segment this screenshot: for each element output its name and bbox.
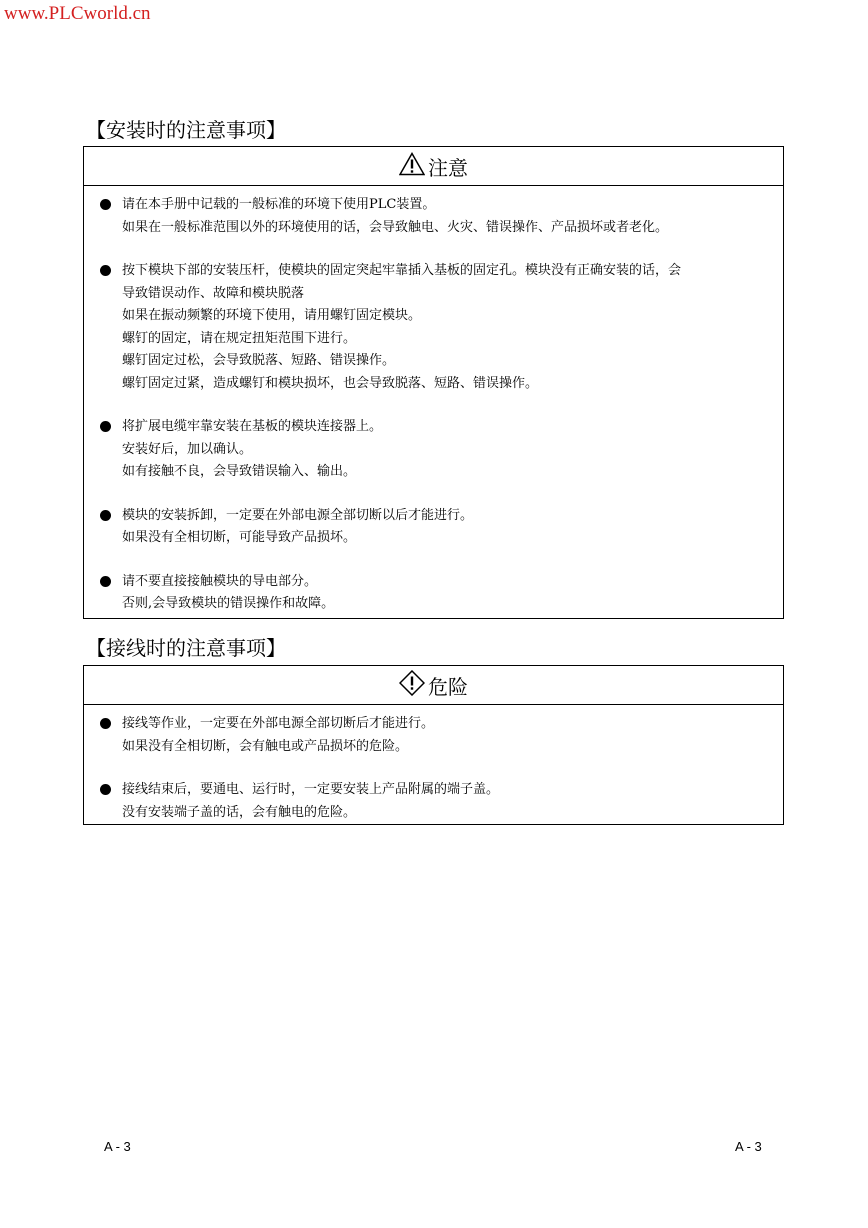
bullet-icon	[100, 421, 111, 432]
list-item-line: 螺钉的固定，请在规定扭矩范围下进行。	[122, 330, 357, 346]
bullet-icon	[100, 784, 111, 795]
wiring-section-title: 【接线时的注意事项】	[86, 636, 286, 660]
list-item-line: 螺钉固定过松，会导致脱落、短路、错误操作。	[122, 353, 396, 368]
bullet-icon	[100, 510, 111, 521]
list-item-line: 如果在一般标准范围以外的环境使用的话，会导致触电、火灾、错误操作、产品损坏或者老化。	[122, 219, 669, 235]
list-item-line: 请在本手册中记载的一般标准的环境下使用PLC装置。	[122, 197, 436, 212]
list-item-line: 按下模块下部的安装压杆，使模块的固定突起牢靠插入基板的固定孔。模块没有正确安装的话，会	[122, 263, 682, 278]
list-item-line: 模块的安装拆卸，一定要在外部电源全部切断以后才能进行。	[122, 507, 474, 523]
caution-box	[83, 146, 784, 619]
watermark: www.PLCworld.cn	[4, 3, 151, 24]
danger-label: 危险	[428, 674, 468, 699]
list-item-line: 将扩展电缆牢靠安装在基板的模块连接器上。	[122, 419, 383, 434]
list-item	[84, 194, 783, 239]
bullet-icon	[100, 576, 111, 587]
caution-label: 注意	[428, 155, 468, 180]
page-number-left: A - 3	[104, 1139, 131, 1154]
list-item	[84, 713, 783, 758]
list-item-line: 安装好后，加以确认。	[122, 441, 253, 457]
list-item	[84, 416, 783, 484]
list-item-line: 如果没有全相切断，可能导致产品损坏。	[122, 530, 357, 545]
caution-body	[84, 186, 783, 616]
page-number-right: A - 3	[735, 1139, 762, 1154]
list-item-line: 没有安装端子盖的话，会有触电的危险。	[122, 804, 357, 820]
danger-box	[83, 665, 784, 825]
list-item	[84, 571, 783, 616]
caution-header	[84, 147, 783, 186]
danger-diamond-icon	[399, 670, 425, 701]
list-item-line: 接线结束后，要通电、运行时，一定要安装上产品附属的端子盖。	[122, 782, 500, 797]
list-item	[84, 260, 783, 395]
list-item-line: 请不要直接接触模块的导电部分。	[122, 573, 318, 589]
list-item	[84, 505, 783, 550]
list-item	[84, 779, 783, 824]
danger-body	[84, 705, 783, 824]
list-item-line: 接线等作业，一定要在外部电源全部切断后才能进行。	[122, 716, 435, 731]
list-item-line: 如果没有全相切断，会有触电或产品损坏的危险。	[122, 738, 409, 754]
list-item-line: 否则,会导致模块的错误操作和故障。	[122, 596, 335, 611]
list-item-line: 如有接触不良，会导致错误输入、输出。	[122, 464, 357, 479]
bullet-icon	[100, 718, 111, 729]
warning-triangle-icon	[399, 152, 425, 181]
list-item-line: 如果在振动频繁的环境下使用，请用螺钉固定模块。	[122, 308, 422, 323]
bullet-icon	[100, 265, 111, 276]
list-item-line: 导致错误动作、故障和模块脱落	[122, 285, 305, 301]
bullet-icon	[100, 199, 111, 210]
danger-header	[84, 666, 783, 705]
list-item-line: 螺钉固定过紧，造成螺钉和模块损坏，也会导致脱落、短路、错误操作。	[122, 375, 539, 391]
install-section-title: 【安装时的注意事项】	[86, 118, 286, 142]
